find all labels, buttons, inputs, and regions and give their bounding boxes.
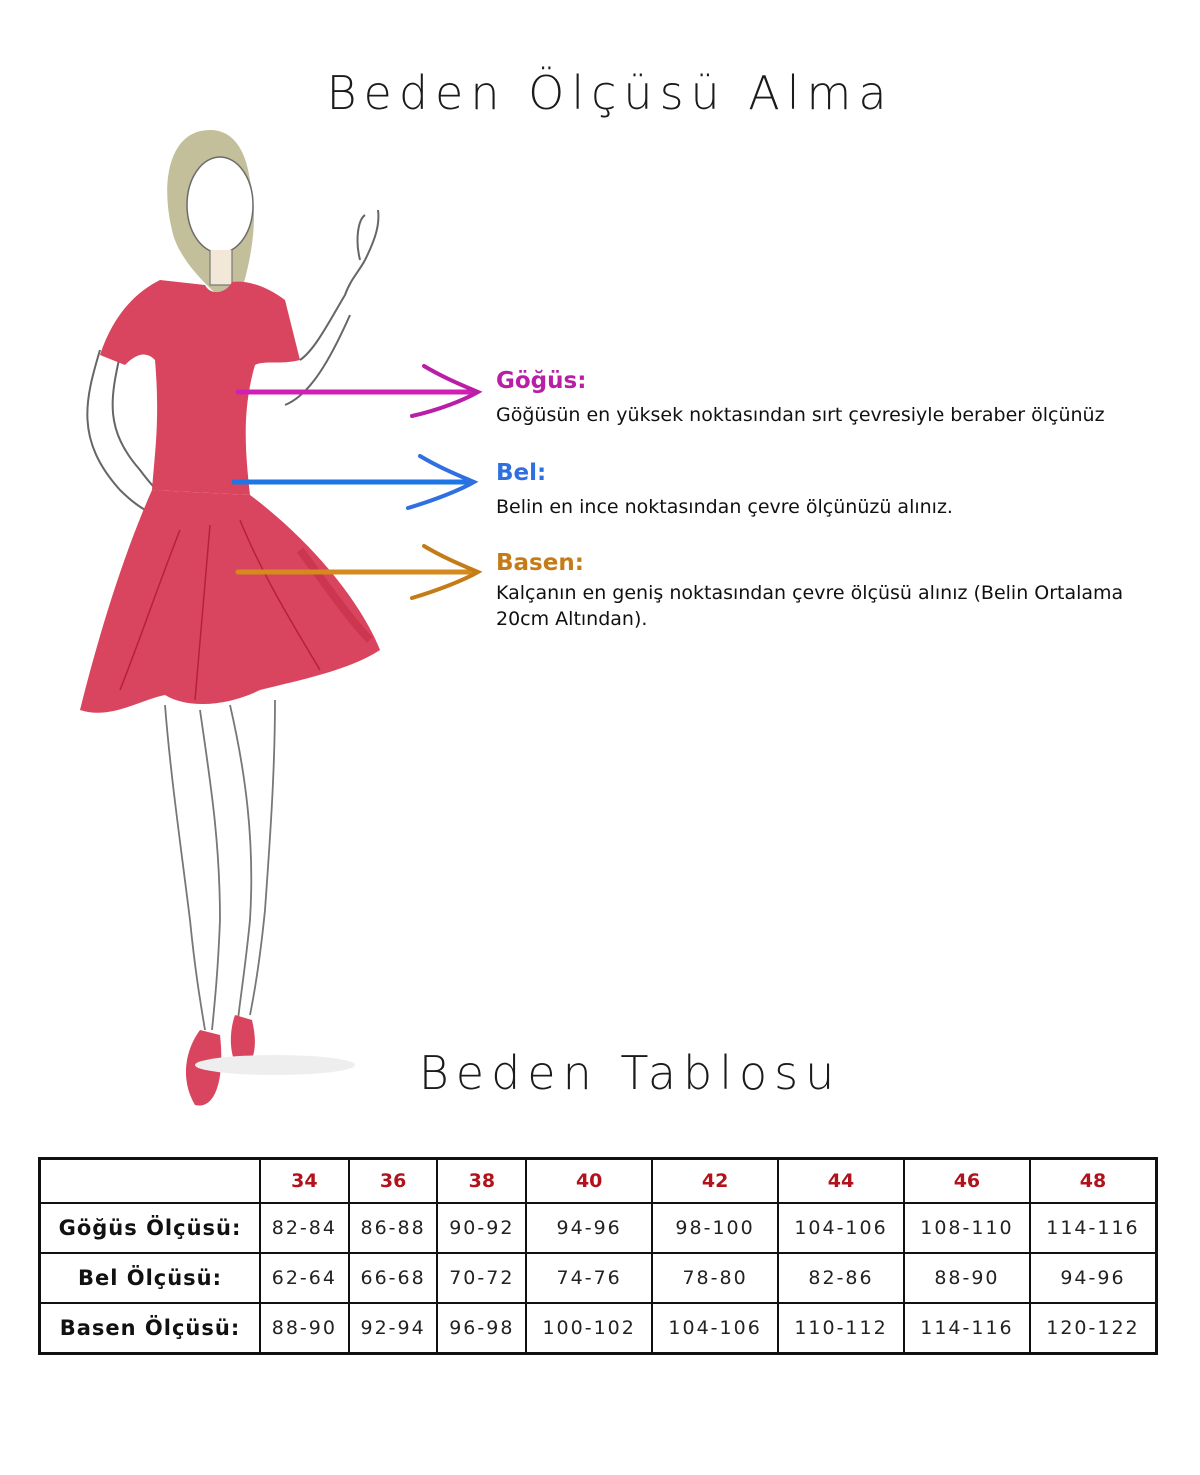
table-cell: 62-64 [260, 1253, 349, 1303]
hip-arrow [234, 542, 484, 602]
waist-label: Bel: [496, 460, 547, 486]
chest-arrow [234, 360, 484, 420]
size-header-cell: 38 [437, 1159, 526, 1204]
waist-instruction [496, 460, 1196, 520]
table-cell: 70-72 [437, 1253, 526, 1303]
waist-arrow [230, 452, 480, 512]
row-label: Basen Ölçüsü: [40, 1303, 261, 1354]
row-label: Bel Ölçüsü: [40, 1253, 261, 1303]
table-cell: 114-116 [904, 1303, 1030, 1354]
table-cell: 74-76 [526, 1253, 652, 1303]
empty-corner-cell [40, 1159, 261, 1204]
size-header-cell: 42 [652, 1159, 778, 1204]
table-cell: 86-88 [349, 1203, 438, 1253]
table-cell: 78-80 [652, 1253, 778, 1303]
table-cell: 108-110 [904, 1203, 1030, 1253]
hip-description-line2: 20cm Altından). [496, 608, 648, 630]
table-row [40, 1253, 1157, 1303]
table-cell: 66-68 [349, 1253, 438, 1303]
size-header-cell: 40 [526, 1159, 652, 1204]
table-cell: 82-86 [778, 1253, 904, 1303]
size-header-cell: 34 [260, 1159, 349, 1204]
table-cell: 120-122 [1030, 1303, 1157, 1354]
chest-description: Göğüsün en yüksek noktasından sırt çevresiyle beraber ölçünüz [496, 404, 1105, 426]
hip-description-line1: Kalçanın en geniş noktasından çevre ölçüsü alınız (Belin Ortalama [496, 582, 1124, 604]
table-cell: 82-84 [260, 1203, 349, 1253]
hip-label: Basen: [496, 550, 584, 576]
table-row [40, 1303, 1157, 1354]
table-cell: 94-96 [1030, 1253, 1157, 1303]
table-cell: 92-94 [349, 1303, 438, 1354]
table-cell: 100-102 [526, 1303, 652, 1354]
row-label: Göğüs Ölçüsü: [40, 1203, 261, 1253]
table-cell: 114-116 [1030, 1203, 1157, 1253]
table-row [40, 1203, 1157, 1253]
page-title: Beden Ölçüsü Alma [326, 66, 894, 120]
size-header-cell: 46 [904, 1159, 1030, 1204]
chest-label: Göğüs: [496, 368, 587, 394]
waist-description: Belin en ince noktasından çevre ölçünüzü alınız. [496, 496, 953, 518]
chest-instruction [496, 368, 1196, 428]
table-cell: 98-100 [652, 1203, 778, 1253]
table-cell: 94-96 [526, 1203, 652, 1253]
size-header-cell: 44 [778, 1159, 904, 1204]
hip-instruction [496, 550, 1196, 632]
woman-dress-illustration [60, 120, 420, 1120]
size-header-cell: 36 [349, 1159, 438, 1204]
table-cell: 88-90 [260, 1303, 349, 1354]
size-header-row [40, 1159, 1157, 1204]
table-cell: 88-90 [904, 1253, 1030, 1303]
table-cell: 110-112 [778, 1303, 904, 1354]
table-cell: 90-92 [437, 1203, 526, 1253]
size-table-title: Beden Tablosu [418, 1046, 842, 1100]
table-cell: 96-98 [437, 1303, 526, 1354]
table-cell: 104-106 [652, 1303, 778, 1354]
size-header-cell: 48 [1030, 1159, 1157, 1204]
table-cell: 104-106 [778, 1203, 904, 1253]
size-table [38, 1157, 1158, 1355]
